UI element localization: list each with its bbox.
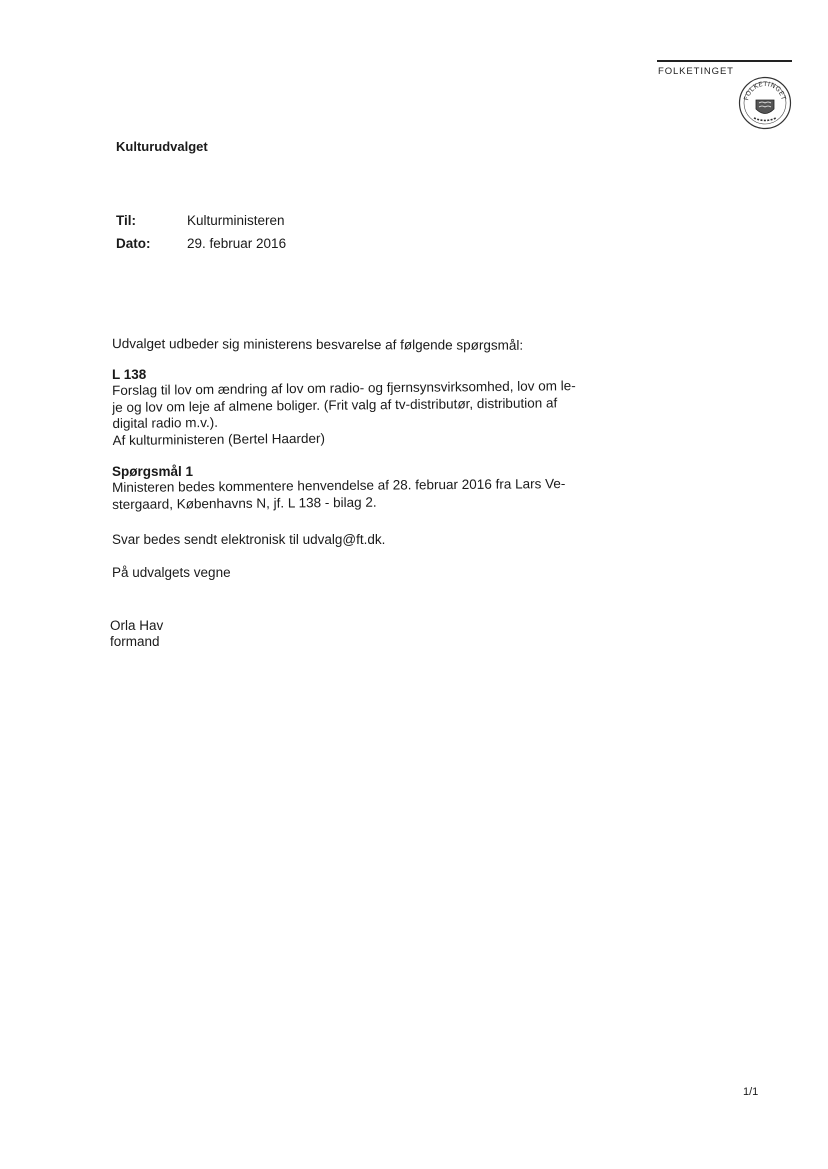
question-text bbox=[112, 476, 582, 513]
intro-text: Udvalget udbeder sig ministerens besvarelse af følgende spørgsmål: bbox=[111, 336, 524, 353]
bill-author-line: Af kulturministeren (Bertel Haarder) bbox=[112, 430, 325, 448]
committee-name: Kulturudvalget bbox=[116, 139, 208, 154]
question-text-line: Ministeren bedes kommentere henvendelse af 28. februar 2016 fra Lars Ve- bbox=[112, 476, 566, 495]
recipient-label: Til: bbox=[116, 213, 136, 228]
reply-instruction: Svar bedes sendt elektronisk til udvalg@ft.dk. bbox=[112, 532, 386, 547]
seal-inscription: FOLKETINGET bbox=[742, 79, 788, 102]
organization-name: FOLKETINGET bbox=[658, 66, 734, 77]
folketinget-seal-icon bbox=[738, 76, 792, 130]
date-label: Dato: bbox=[116, 236, 151, 251]
bill-description-line: Forslag til lov om ændring af lov om radio- og fjernsynsvirksomhed, lov om le- bbox=[112, 378, 576, 398]
question-title: Spørgsmål 1 bbox=[112, 464, 194, 479]
page-number: 1/1 bbox=[743, 1086, 759, 1098]
bill-description-line: digital radio m.v.). bbox=[112, 414, 219, 431]
recipient-value: Kulturministeren bbox=[187, 213, 285, 228]
header-rule bbox=[657, 60, 792, 62]
bill-number: L 138 bbox=[112, 367, 147, 382]
bill-description bbox=[112, 378, 576, 449]
bill-description-line: je og lov om leje af almene boliger. (Frit valg af tv-distributør, distribution af bbox=[112, 394, 558, 415]
signer-name: Orla Hav bbox=[110, 618, 164, 633]
signer-role: formand bbox=[110, 634, 160, 649]
date-value: 29. februar 2016 bbox=[187, 236, 287, 251]
question-text-line: stergaard, Københavns N, jf. L 138 - bilag 2. bbox=[112, 494, 377, 512]
on-behalf-text: På udvalgets vegne bbox=[112, 565, 231, 580]
